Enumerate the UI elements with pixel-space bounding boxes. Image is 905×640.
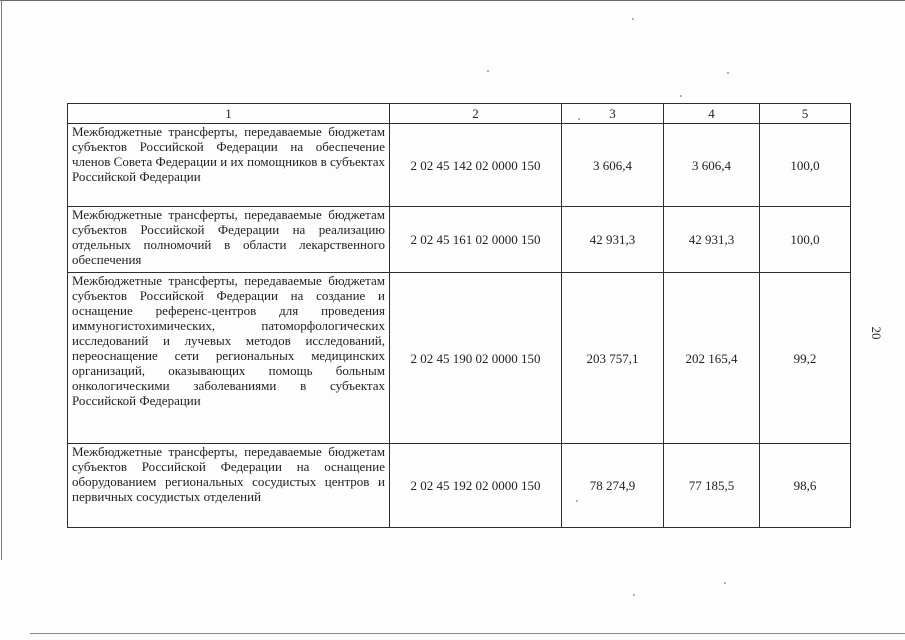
scan-edge-top	[0, 0, 905, 1]
executed-amount: 3 606,4	[664, 124, 760, 207]
column-header: 5	[760, 104, 851, 124]
table-row	[68, 124, 851, 207]
execution-percent: 99,2	[760, 273, 851, 444]
budget-classification-code: 2 02 45 142 02 0000 150	[390, 124, 562, 207]
planned-amount: 203 757,1	[562, 273, 664, 444]
executed-amount: 202 165,4	[664, 273, 760, 444]
scan-speck	[633, 594, 635, 596]
scan-edge-left	[1, 0, 2, 560]
executed-amount: 42 931,3	[664, 207, 760, 273]
table-row	[68, 273, 851, 444]
column-header: 1	[68, 104, 390, 124]
scan-speck	[727, 72, 729, 74]
table-header-row	[68, 104, 851, 124]
planned-amount: 78 274,9	[562, 444, 664, 528]
table-row	[68, 207, 851, 273]
page-number: 20	[869, 326, 884, 340]
scan-speck	[487, 70, 489, 72]
execution-percent: 100,0	[760, 124, 851, 207]
table-row	[68, 444, 851, 528]
column-header: 3	[562, 104, 664, 124]
execution-percent: 100,0	[760, 207, 851, 273]
transfer-description: Межбюджетные трансферты, передаваемые бюджетам субъектов Российской Федерации на создание и оснащение референс-центров для проведения иммуногистохимических, патоморфологических исследований и лучевых методов исследований, переоснащение сети региональных медицинских организаций, оказывающих помощь больным онкологическими заболеваниями в субъектах Российской Федерации	[68, 273, 390, 444]
budget-classification-code: 2 02 45 190 02 0000 150	[390, 273, 562, 444]
transfer-description: Межбюджетные трансферты, передаваемые бюджетам субъектов Российской Федерации на обеспечение членов Совета Федерации и их помощников в субъектах Российской Федерации	[68, 124, 390, 207]
column-header: 2	[390, 104, 562, 124]
scan-edge-bottom	[30, 633, 905, 634]
execution-percent: 98,6	[760, 444, 851, 528]
budget-classification-code: 2 02 45 161 02 0000 150	[390, 207, 562, 273]
transfer-description: Межбюджетные трансферты, передаваемые бюджетам субъектов Российской Федерации на реализацию отдельных полномочий в области лекарственного обеспечения	[68, 207, 390, 273]
planned-amount: 3 606,4	[562, 124, 664, 207]
scan-speck	[632, 18, 634, 20]
scan-speck	[680, 95, 682, 97]
planned-amount: 42 931,3	[562, 207, 664, 273]
budget-transfers-table	[67, 103, 851, 528]
transfer-description: Межбюджетные трансферты, передаваемые бюджетам субъектов Российской Федерации на оснащение оборудованием региональных сосудистых центров и первичных сосудистых отделений	[68, 444, 390, 528]
budget-classification-code: 2 02 45 192 02 0000 150	[390, 444, 562, 528]
executed-amount: 77 185,5	[664, 444, 760, 528]
column-header: 4	[664, 104, 760, 124]
scan-speck	[724, 582, 726, 584]
